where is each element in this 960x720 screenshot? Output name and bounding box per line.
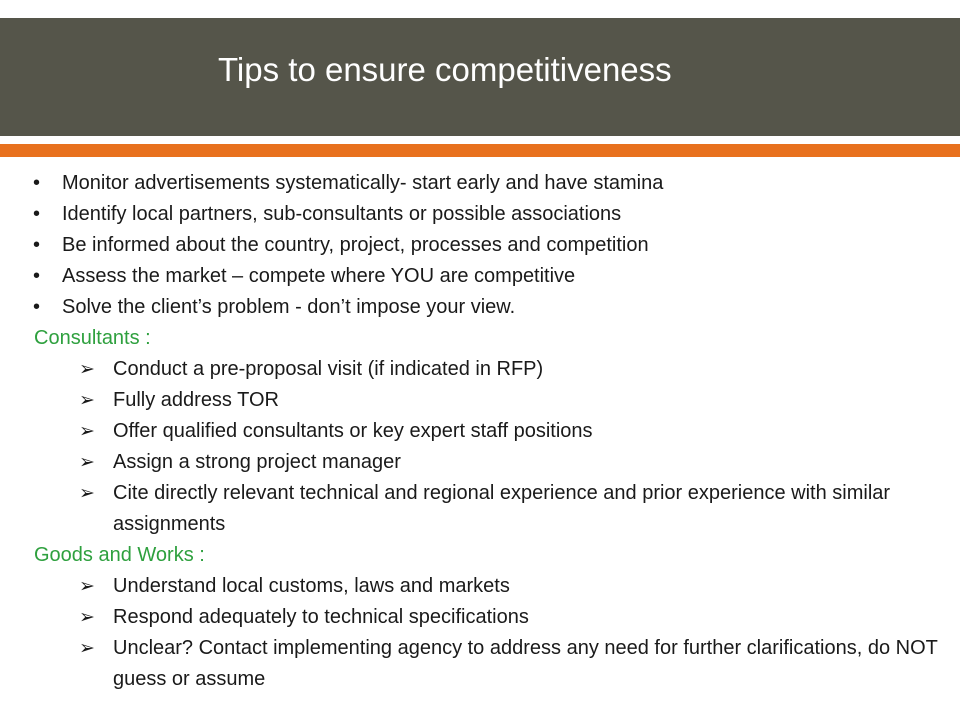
title-divider-gap	[0, 136, 960, 141]
tip-text: Solve the client’s problem - don’t impose your view.	[62, 296, 516, 318]
bullet-dot-icon: •	[33, 234, 41, 256]
goods-works-item	[0, 633, 960, 695]
arrow-bullet-icon: ➢	[79, 451, 95, 473]
goods-works-heading: Goods and Works :	[34, 544, 205, 566]
arrow-bullet-icon: ➢	[79, 482, 95, 504]
arrow-bullet-icon: ➢	[79, 637, 95, 659]
goods-works-item	[0, 571, 960, 602]
title-bar	[0, 18, 960, 136]
tip-item	[0, 168, 960, 199]
bullet-dot-icon: •	[33, 265, 41, 287]
consultants-item	[0, 447, 960, 478]
consultants-item	[0, 478, 960, 540]
tip-item	[0, 261, 960, 292]
arrow-bullet-icon: ➢	[79, 420, 95, 442]
goods-works-item-text: Respond adequately to technical specifications	[113, 606, 529, 628]
consultants-item-text: Conduct a pre-proposal visit (if indicated in RFP)	[113, 358, 544, 380]
tip-text: Identify local partners, sub-consultants or possible associations	[62, 203, 622, 225]
tip-item	[0, 199, 960, 230]
bullet-dot-icon: •	[33, 203, 41, 225]
goods-works-item-text: Unclear? Contact implementing agency to address any need for further clarifications, do NOT guess or assume	[113, 637, 938, 690]
tips-list	[0, 168, 960, 323]
tip-text: Be informed about the country, project, processes and competition	[62, 234, 649, 256]
tip-text: Assess the market – compete where YOU are competitive	[62, 265, 576, 287]
arrow-bullet-icon: ➢	[79, 358, 95, 380]
consultants-item-text: Offer qualified consultants or key expert staff positions	[113, 420, 593, 442]
arrow-bullet-icon: ➢	[79, 606, 95, 628]
arrow-bullet-icon: ➢	[79, 575, 95, 597]
consultants-item	[0, 385, 960, 416]
slide-body	[0, 168, 960, 695]
tip-item	[0, 292, 960, 323]
goods-works-item-text: Understand local customs, laws and markets	[113, 575, 510, 597]
tip-text: Monitor advertisements systematically- start early and have stamina	[62, 172, 664, 194]
goods-works-item	[0, 602, 960, 633]
bullet-dot-icon: •	[33, 172, 41, 194]
arrow-bullet-icon: ➢	[79, 389, 95, 411]
consultants-heading: Consultants :	[34, 327, 151, 349]
consultants-item	[0, 354, 960, 385]
slide-title: Tips to ensure competitiveness	[218, 51, 672, 88]
tip-item	[0, 230, 960, 261]
consultants-list	[0, 354, 960, 540]
consultants-item	[0, 416, 960, 447]
bullet-dot-icon: •	[33, 296, 41, 318]
consultants-item-text: Cite directly relevant technical and regional experience and prior experience with similar assignments	[113, 482, 891, 535]
accent-rule	[0, 144, 960, 157]
goods-works-list	[0, 571, 960, 695]
consultants-item-text: Assign a strong project manager	[113, 451, 401, 473]
consultants-item-text: Fully address TOR	[113, 389, 279, 411]
